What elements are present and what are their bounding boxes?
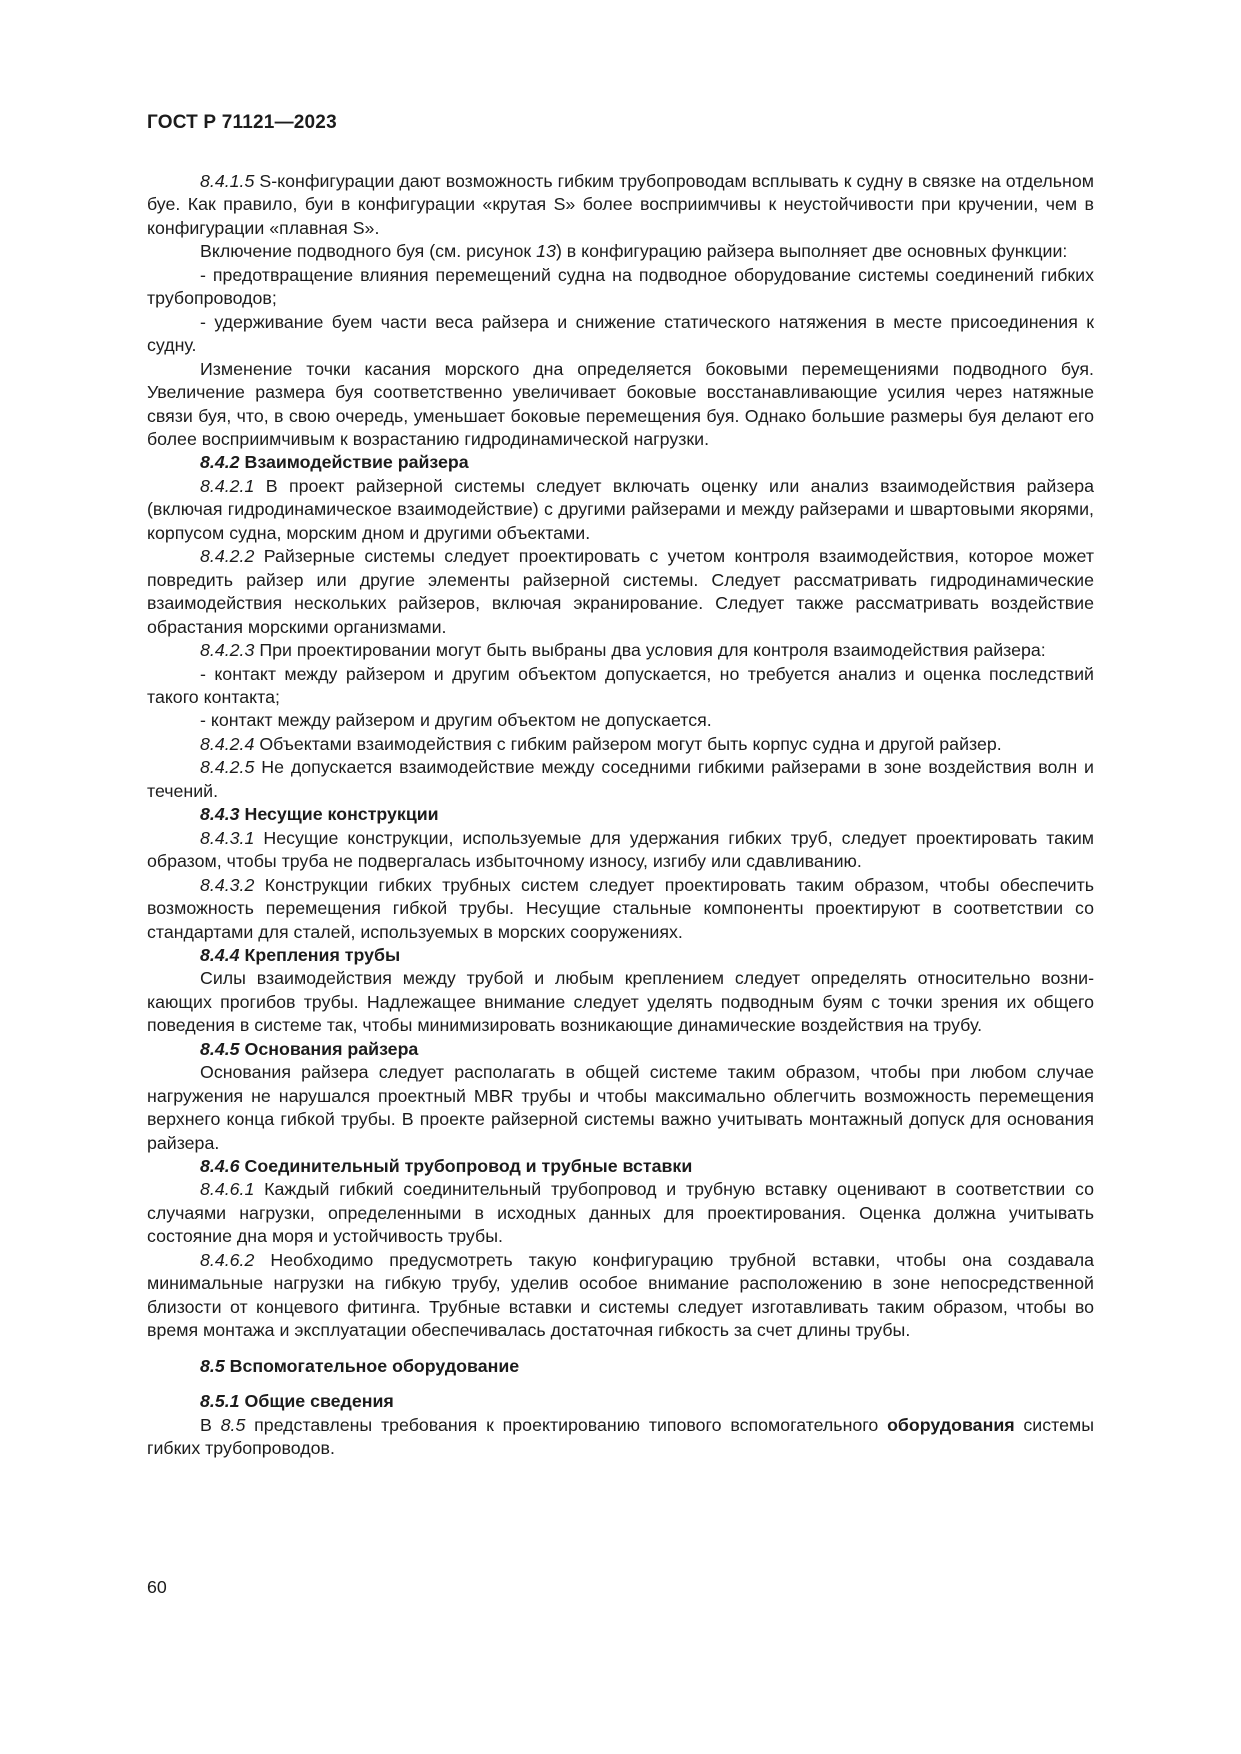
clause-number: 8.4.6.1: [200, 1179, 255, 1200]
section-heading-8-4-5: [147, 1038, 1094, 1061]
heading-title: Несущие конструкции: [239, 804, 439, 825]
paragraph-text: Конструкции гибких трубных систем следует проектировать таким образом, чтобы обеспечить возможность перемещения гибкой трубы. Несущие стальные компоненты проектируют в соответствии со стандартами для сталей, используемых в морских сооружениях.: [147, 874, 1094, 942]
clause-number: 8.4.3.1: [200, 827, 255, 848]
paragraph-text: В проект райзерной системы следует включать оценку или анализ взаимодействия райзера (включая гидродинамическое взаимодействие) с другими райзерами и между райзерами и швартовыми якорями, корпусом судна, морским дном и другими объектами.: [147, 475, 1094, 543]
list-item: [147, 311, 1094, 358]
emphasized-term: оборудования: [887, 1414, 1015, 1435]
paragraph-text: Райзерные системы следует проектировать с учетом контроля взаимодействия, которое может повредить райзер или другие элементы райзерной системы. Следует рассматривать гидродинамические взаимодействия нескольких райзеров, включая экранирование. Следует также рассматривать воздействие обрастания морскими организмами.: [147, 546, 1094, 637]
paragraph-8-4-6-2: [147, 1249, 1094, 1343]
heading-title: Крепления трубы: [239, 944, 401, 965]
paragraph-riser-bases: [147, 1061, 1094, 1155]
paragraph-8-4-2-4: [147, 733, 1094, 756]
heading-title: Взаимодействие райзера: [239, 452, 469, 473]
paragraph-text: ) в конфигурацию райзера выполняет две основных функции:: [555, 241, 1068, 262]
paragraph-text: В: [200, 1414, 221, 1435]
paragraph-8-4-2-2: [147, 545, 1094, 639]
paragraph-8-4-1-5: [147, 170, 1094, 240]
paragraph-text: Объектами взаимодействия с гибким райзером могут быть корпус судна и другой райзер.: [254, 733, 1002, 754]
heading-title: Общие сведения: [239, 1391, 394, 1412]
clause-number: 8.4.4: [200, 944, 240, 965]
clause-number: 8.4.6: [200, 1156, 240, 1177]
clause-number: 8.4.2: [200, 452, 240, 473]
paragraph-8-4-2-5: [147, 756, 1094, 803]
paragraph-touchdown: [147, 358, 1094, 452]
page-number: 60: [147, 1577, 167, 1597]
paragraph-text: системы гибких трубопроводов.: [147, 1414, 1094, 1459]
list-item: [147, 709, 1094, 732]
paragraph-text: Каждый гибкий соединительный трубопровод и трубную вставку оценивают в соответствии со случаями нагрузки, определенными в исходных данных для проектирования. Оценка должна учитывать состояние дна моря и устойчивость трубы.: [147, 1179, 1094, 1247]
section-heading-8-4-2: [147, 451, 1094, 474]
clause-number: 8.5.1: [200, 1391, 240, 1412]
figure-reference: 13: [536, 241, 556, 262]
clause-number: 8.4.5: [200, 1038, 240, 1059]
paragraph-text: Необходимо предусмотреть такую конфигурацию трубной вставки, чтобы она создавала минимальные нагрузки на гибкую трубу, уделив особое внимание расположению в зоне непосредственной близости от концевого фитинга. Трубные вставки и системы следует изготавливать таким образом, чтобы во время монтажа и эксплуатации обеспечивалась достаточная гибкость за счет длины трубы.: [147, 1249, 1094, 1341]
section-heading-8-4-6: [147, 1155, 1094, 1178]
clause-number: 8.4.1.5: [200, 171, 255, 191]
paragraph-text: - предотвращение влияния перемещений судна на подводное оборудование системы соединений гибких трубопроводов;: [147, 264, 1094, 309]
paragraph-text: Основания райзера следует располагать в общей системе таким образом, чтобы при любом случае нагружения не нарушался проектный MBR трубы и чтобы максимально облегчить возможность перемещения верхнего конца гибкой трубы. В проекте райзерной системы важно учитывать монтажный допуск для основания райзера.: [147, 1062, 1094, 1153]
clause-number: 8.4.2.4: [200, 733, 255, 754]
clause-number: 8.4.2.5: [200, 757, 255, 778]
document-body: [147, 170, 1094, 1460]
paragraph-text: S-конфигурации дают возможность гибким трубопроводам всплывать к судну в связке на отдельном буе. Как правило, буи в конфигурации «крутая S» более восприимчивы к неустойчивости при кручении, чем в конфигурации «плавная S».: [147, 171, 1094, 238]
clause-number: 8.4.3.2: [200, 874, 255, 895]
paragraph-8-4-3-2: [147, 874, 1094, 944]
paragraph-8-4-6-1: [147, 1178, 1094, 1248]
paragraph-text: - удерживание буем части веса райзера и снижение статического натяжения в месте присоединения к судну.: [147, 311, 1094, 356]
section-reference: 8.5: [220, 1414, 246, 1435]
paragraph-8-5-intro: [147, 1414, 1094, 1461]
paragraph-pipe-clamps: [147, 967, 1094, 1037]
paragraph-text: Не допускается взаимодействие между соседними гибкими райзерами в зоне воздействия волн и течений.: [147, 757, 1094, 801]
section-heading-8-5: [147, 1355, 1094, 1378]
paragraph-text: Несущие конструкции, используемые для удержания гибких труб, следует проектировать таким образом, чтобы труба не подвергалась избыточному износу, изгибу или сдавливанию.: [147, 827, 1094, 872]
paragraph-text: - контакт между райзером и другим объектом не допускается.: [200, 710, 712, 731]
clause-number: 8.4.6.2: [200, 1249, 255, 1270]
heading-title: Соединительный трубопровод и трубные вставки: [239, 1156, 693, 1177]
paragraph-text: - контакт между райзером и другим объектом допускается, но требуется анализ и оценка последствий такого контакта;: [147, 663, 1094, 707]
document-header: ГОСТ Р 71121—2023: [147, 112, 337, 133]
paragraph-text: представлены требования к проектированию типового вспомогательного: [245, 1414, 888, 1435]
clause-number: 8.4.2.2: [200, 546, 255, 567]
paragraph-8-4-3-1: [147, 827, 1094, 874]
heading-title: Вспомогательное оборудование: [224, 1355, 520, 1376]
list-item: [147, 663, 1094, 710]
clause-number: 8.4.3: [200, 804, 240, 825]
paragraph-8-4-2-1: [147, 475, 1094, 545]
clause-number: 8.5: [200, 1355, 225, 1376]
paragraph-text: Изменение точки касания морского дна определяется боковыми перемещениями подводного буя. Увеличение размера буя соответственно увеличивает боковые восстанавливающие усилия через натяжные связи буя, что, в свою очередь, уменьшает боковые перемещения буя. Однако большие размеры буя делают его более восприимчивым к возрастанию гидродинамической нагрузки.: [147, 358, 1094, 449]
paragraph-text: Включение подводного буя (см. рисунок: [200, 241, 537, 262]
section-heading-8-4-3: [147, 803, 1094, 826]
paragraph-buoy-inclusion: [147, 240, 1094, 263]
list-item: [147, 264, 1094, 311]
paragraph-text: Силы взаимодействия между трубой и любым креплением следует определять относительно возникающих прогибов трубы. Надлежащее внимание следует уделять подводным буям с точки зрения их общего поведения в системе так, чтобы минимизировать возникающие динамические воздействия на трубу.: [147, 968, 1094, 1036]
clause-number: 8.4.2.3: [200, 640, 255, 661]
section-heading-8-5-1: [147, 1390, 1094, 1413]
heading-title: Основания райзера: [239, 1038, 419, 1059]
clause-number: 8.4.2.1: [200, 475, 255, 496]
section-heading-8-4-4: [147, 944, 1094, 967]
paragraph-text: При проектировании могут быть выбраны два условия для контроля взаимодействия райзера:: [254, 640, 1046, 661]
paragraph-8-4-2-3: [147, 639, 1094, 662]
